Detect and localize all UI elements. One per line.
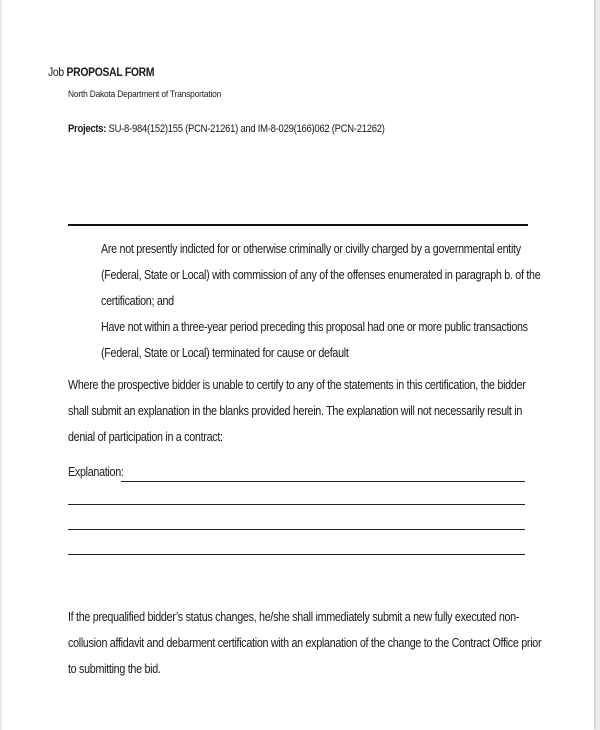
form-title-prefix: Job — [48, 67, 64, 79]
instruction-line: Where the prospective bidder is unable to certify to any of the statements in this certification, the bidder — [68, 378, 526, 392]
certification-line: (Federal, State or Local) with commission of any of the offenses enumerated in paragraph b. of the — [101, 268, 541, 282]
status-change-line: If the prequalified bidder’s status changes, he/she shall immediately submit a new fully executed non- — [68, 610, 520, 624]
projects-line — [68, 123, 385, 135]
document-page — [2, 0, 594, 730]
form-title-main: PROPOSAL FORM — [66, 67, 155, 79]
explanation-blank-line[interactable] — [68, 529, 525, 530]
status-change-line: collusion affidavit and debarment certification with an explanation of the change to the Contract Office prior — [68, 636, 542, 650]
instruction-line: shall submit an explanation in the blanks provided herein. The explanation will not necessarily result in — [68, 404, 523, 418]
form-title — [48, 67, 154, 79]
certification-line: (Federal, State or Local) terminated for cause or default — [101, 346, 349, 360]
certification-line: Are not presently indicted for or otherwise criminally or civilly charged by a governmental entity — [101, 242, 521, 256]
projects-label: Projects: — [68, 123, 107, 135]
status-change-paragraph — [68, 604, 541, 682]
explanation-blank-line[interactable] — [68, 504, 525, 505]
projects-value: SU-8-984(152)155 (PCN-21261) and IM-8-029(166)062 (PCN-21262) — [108, 123, 385, 135]
explanation-blank-line[interactable] — [121, 481, 525, 482]
explanation-blank-line[interactable] — [68, 554, 525, 555]
agency-name: North Dakota Department of Transportation — [68, 89, 222, 100]
certification-items — [101, 236, 540, 366]
status-change-line: to submitting the bid. — [68, 662, 161, 676]
certification-line: Have not within a three-year period preceding this proposal had one or more public transactions — [101, 320, 528, 334]
certification-line: certification; and — [101, 294, 174, 308]
instruction-line: denial of participation in a contract: — [68, 430, 223, 444]
section-divider — [68, 224, 528, 226]
instruction-paragraph — [68, 372, 525, 450]
explanation-label: Explanation: — [68, 465, 124, 479]
